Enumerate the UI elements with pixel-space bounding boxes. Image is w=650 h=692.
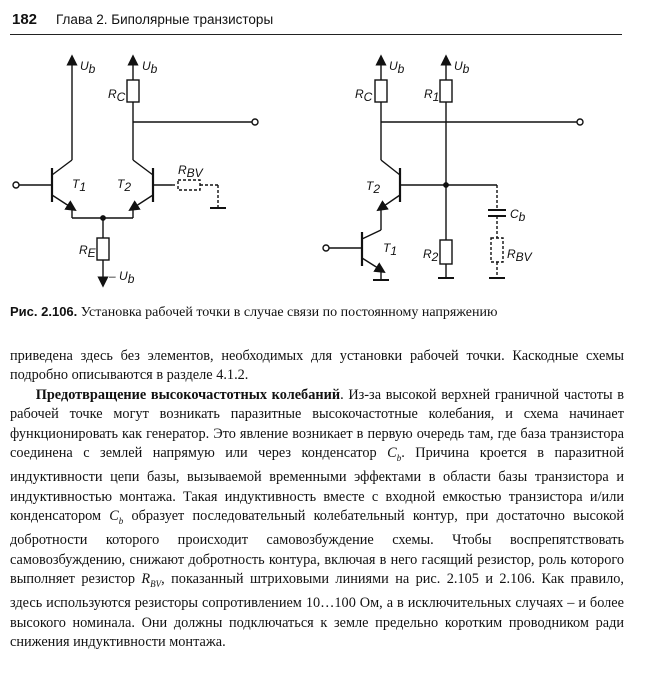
paragraph-1: приведена здесь без элементов, необходимых для установки рабочей точки. Каскодные схемы подробно описываются в разделе 4.1.2. [10,348,624,384]
rbv-symbol: $R_{BV}$ [141,571,162,590]
left-circuit [13,60,258,282]
left-output-terminal [252,119,258,125]
figure-caption-text: Установка рабочей точки в случае связи по постоянному напряжению [80,305,498,320]
left-t1-label: T1 [72,177,87,194]
right-t2-label: T2 [366,179,381,196]
right-rbv-resistor [491,238,503,262]
left-rc-resistor [127,80,139,102]
body-text [10,347,624,653]
right-rbv-label: RBV [507,247,532,264]
cb-symbol-2: $C_b$ [109,508,124,526]
left-rc-label: RC [108,87,126,104]
left-rbv-resistor [178,180,200,190]
right-t1-collector [362,230,381,239]
left-ub-label-1: Ub [80,59,96,76]
paragraph-2-title: Предотвращение высокочастотных колебаний [35,386,341,403]
paragraph-2: Предотвращение высокочастотных колебаний. Из-за высокой верхней граничной частоты в рабочей точке могут возникать паразитные высокочастотные колебания, и схема начинает функционировать как генератор. Это явление возникает в первую очередь там, где база транзистора соединена с землей напрямую или через конденсатор $C_b$. Причина кроется в паразитной индуктивности цепи базы, вызываемой временными эффектами в области базы транзистора и индуктивностью монтажа. Такая индуктивность вместе с входной емкостью транзистора и/или конденсатором $C_b$ образует последовательный колебательный контур, при достаточно высокой добротности которого происходит самовозбуждение схемы. Чтобы воспрепятствовать самовозбуждению, снижают добротность контура, включая в него гасящий резистор, роль которого выполняет резистор $R_{BV}$, показанный штриховыми линиями на рис. 2.105 и 2.106. Как правило, здесь используются резисторы сопротивлением 10…100 Ом, а в исключительных случаях – и более высокого номинала. Они должны подключаться к земле предельно коротким проводником ради снижения индуктивности монтажа. [10,386,624,651]
right-output-terminal [577,119,583,125]
right-r1-resistor [440,80,452,102]
t1-collector [52,160,72,175]
figure-label: Рис. 2.106. [10,304,78,319]
circuit-figure [0,40,650,300]
right-r2-label: R2 [423,247,439,264]
left-t2-label: T2 [117,177,132,194]
right-t1-label: T1 [383,241,398,258]
left-ub-label-2: Ub [142,59,158,76]
page-number: 182 [12,11,38,28]
running-header [10,6,622,35]
right-rc-label: RC [355,87,373,104]
right-input-terminal [323,245,329,251]
left-neg-supply-label: – Ub [109,269,135,286]
t2-collector [133,160,153,175]
left-input-terminal [13,182,19,188]
right-r2-resistor [440,240,452,264]
t2-emitter [133,195,153,208]
figure-caption [10,304,630,321]
right-ub-label-2: Ub [454,59,470,76]
right-cb-label: Cb [510,207,526,224]
right-rc-resistor [375,80,387,102]
right-t1-emitter [362,258,381,270]
cb-symbol: $C_b$ [387,445,402,463]
chapter-title: Глава 2. Биполярные транзисторы [56,12,274,27]
right-ub-label-1: Ub [389,59,405,76]
right-t2-emitter [381,195,400,208]
left-re-resistor [97,238,109,260]
right-t2-collector [381,160,400,175]
right-r1-label: R1 [424,87,440,104]
t1-emitter [52,195,72,208]
left-rbv-label: RBV [178,163,203,180]
left-re-label: RE [79,243,96,260]
